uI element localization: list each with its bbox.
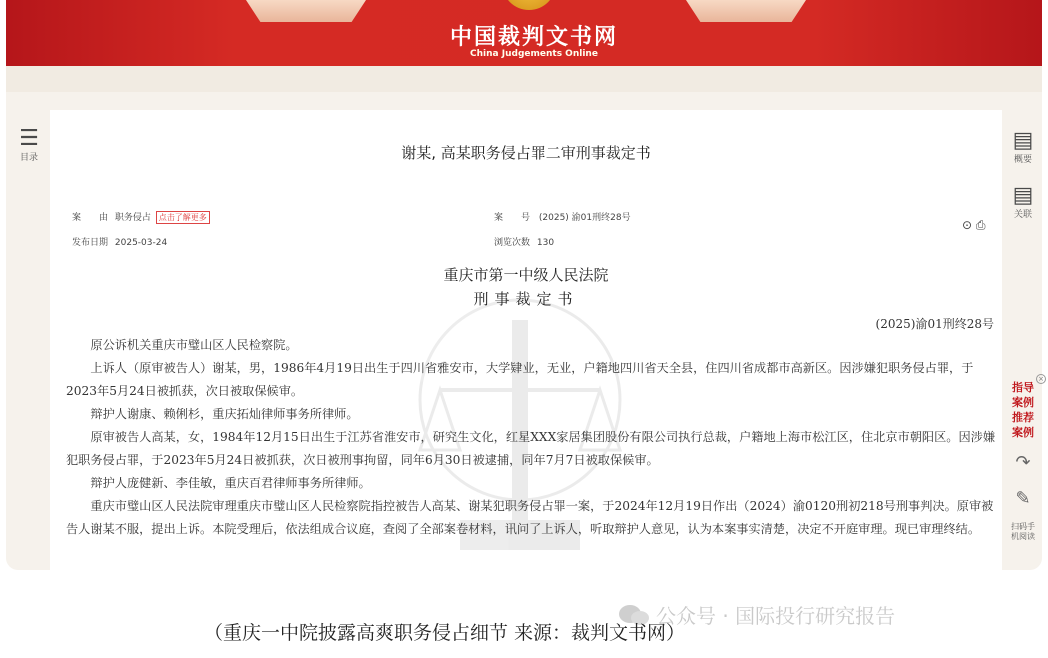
site-title[interactable]: 中国裁判文书网 (449, 25, 618, 50)
guide-cases-link[interactable]: 指导案例 (1012, 381, 1034, 409)
case-no-row (494, 210, 631, 223)
wechat-watermark-text: 公众号 · 国际投行研究报告 (656, 604, 896, 628)
edit-icon[interactable]: ✎ (1015, 488, 1031, 509)
image-caption: （重庆一中院披露高爽职务侵占细节 来源：裁判文书网） (204, 622, 686, 644)
document-icon: ▤ (1012, 128, 1034, 153)
doc-actions (962, 218, 986, 233)
cause-value: 职务侵占 (114, 213, 151, 223)
document-title: 谢某, 高某职务侵占罪二审刑事裁定书 (401, 144, 651, 162)
recommend-panel (1008, 380, 1038, 440)
document-card (50, 110, 1002, 570)
paragraph: 辩护人庞健新、李佳敏，重庆百君律师事务所律师。 (90, 476, 371, 490)
document-type: 刑事裁定书 (473, 290, 579, 308)
ribbon-decoration (246, 0, 366, 22)
views-row (494, 235, 554, 248)
header-strip (6, 66, 1042, 92)
cause-more-link[interactable]: 点击了解更多 (156, 211, 210, 224)
case-no-label: 案 号 (494, 213, 531, 223)
document-body (66, 334, 996, 541)
ribbon-decoration (686, 0, 806, 22)
list-icon: ☰ (19, 126, 39, 151)
paragraph: 上诉人（原审被告人）谢某，男，1986年4月19日出生于四川省雅安市，大学肄业，无业，户籍地四川省天全县，住四川省成都市高新区。因涉嫌犯职务侵占罪，于2023年5月24日被抓获，次日被取保候审。 (66, 361, 974, 398)
case-no-value: (2025) 渝01刑终28号 (538, 213, 631, 223)
share-icon[interactable]: ↷ (1015, 452, 1031, 473)
publish-date-value: 2025-03-24 (114, 238, 168, 248)
views-label: 浏览次数 (494, 238, 531, 248)
recommended-cases-link[interactable]: 推荐案例 (1012, 411, 1034, 439)
close-icon[interactable]: × (1036, 374, 1046, 384)
paragraph: 原公诉机关重庆市璧山区人民检察院。 (90, 338, 298, 352)
cause-label: 案 由 (72, 213, 109, 223)
screenshot-frame (6, 0, 1042, 570)
national-emblem-icon (502, 0, 556, 10)
views-value: 130 (536, 238, 555, 248)
qr-label: 扫码手机阅读 (1011, 522, 1035, 541)
cause-row (72, 210, 210, 224)
related-button[interactable] (1008, 185, 1038, 220)
site-subtitle: China Judgements Online (470, 49, 598, 59)
paragraph: 辩护人谢康、赖俐杉，重庆拓灿律师事务所律师。 (90, 407, 359, 421)
print-icon[interactable]: ⎙ (975, 218, 986, 232)
toc-label: 目录 (19, 153, 38, 163)
publish-date-label: 发布日期 (72, 238, 109, 248)
case-number: (2025)渝01刑终28号 (875, 317, 994, 331)
site-header (6, 0, 1042, 66)
publish-date-row (72, 235, 167, 248)
court-name: 重庆市第一中级人民法院 (443, 266, 609, 284)
paragraph: 重庆市璧山区人民法院审理重庆市璧山区人民检察院指控被告人高某、谢某犯职务侵占罪一案，于2024年12月19日作出（2024）渝0120刑初218号刑事判决。原审被告人谢某不服，提出上诉。本院受理后，依法组成合议庭，查阅了全部案卷材料，讯问了上诉人，听取辩护人意见，认为本案事实清楚，决定不开庭审理。现已审理终结。 (66, 499, 994, 536)
overview-label: 概要 (1013, 155, 1032, 165)
related-label: 关联 (1013, 210, 1032, 220)
document-icon: ▤ (1012, 183, 1034, 208)
toc-button[interactable] (14, 128, 44, 163)
download-icon[interactable]: ⊙ (962, 218, 973, 232)
qr-read-button[interactable] (1006, 522, 1040, 542)
paragraph: 原审被告人高某，女，1984年12月15日出生于江苏省淮安市，研究生文化，红星XXX家居集团股份有限公司执行总裁，户籍地上海市松江区，住北京市朝阳区。因涉嫌犯职务侵占罪，于2023年5月24日被抓获，次日被刑事拘留，同年6月30日被逮捕，同年7月7日被取保候审。 (66, 430, 996, 467)
overview-button[interactable] (1008, 130, 1038, 165)
